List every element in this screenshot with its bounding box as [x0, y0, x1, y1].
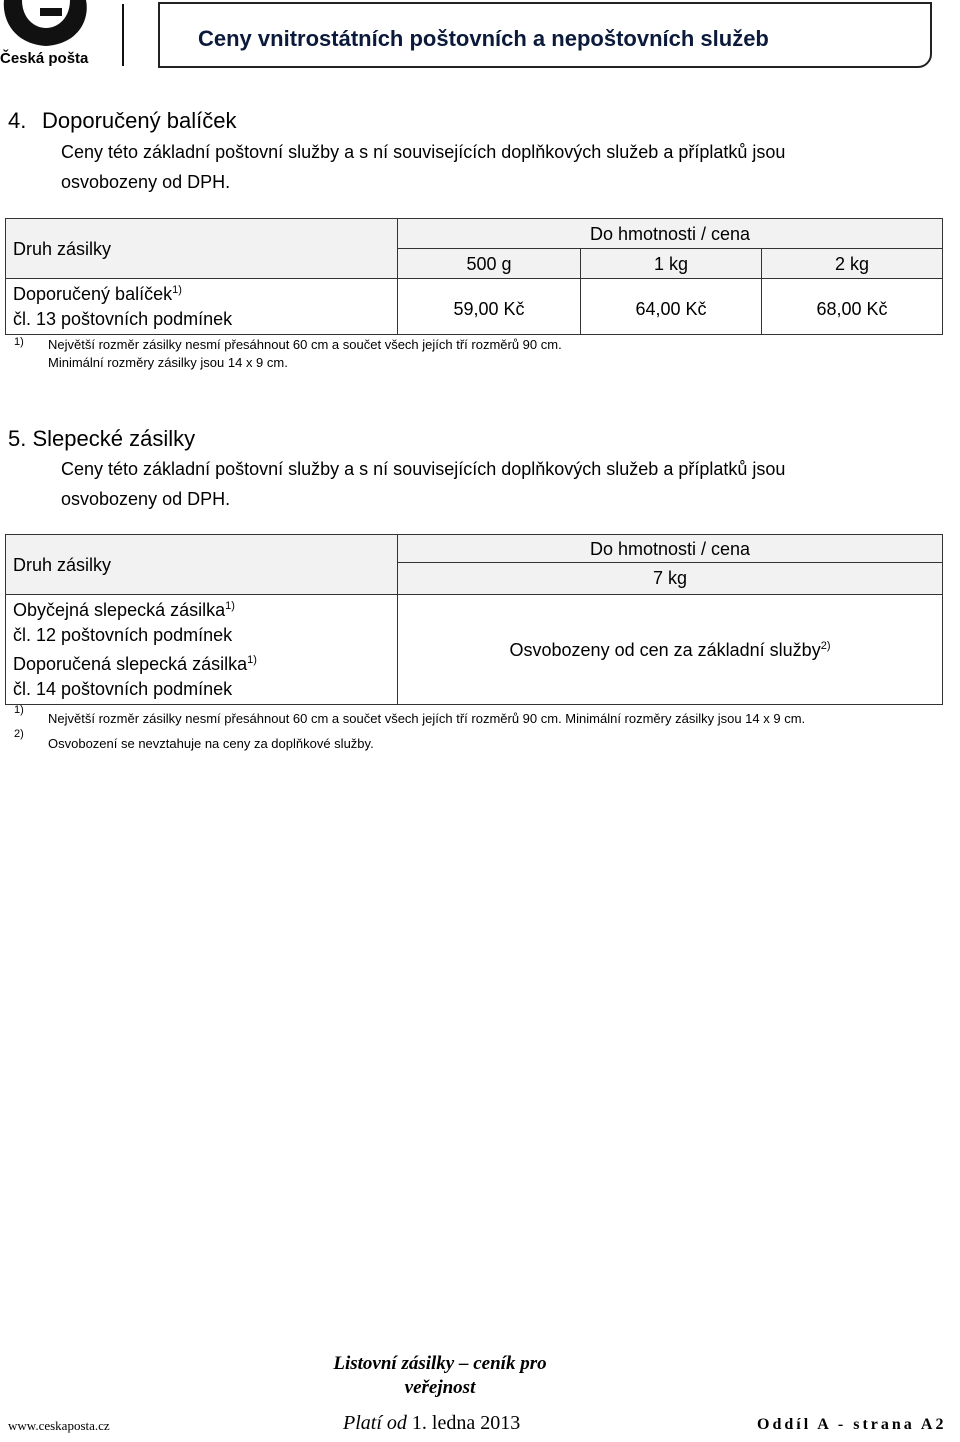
s5-col-group-label: Do hmotnosti / cena: [589, 539, 751, 559]
section-5-intro-line2: osvobozeny od DPH.: [61, 489, 231, 509]
s5-row1-sub: čl. 12 poštovních podmínek: [13, 625, 233, 645]
s4-footnote-mark: 1): [14, 336, 24, 348]
footer-validity: [343, 1412, 520, 1435]
s5-value: Osvobozeny od cen za základní služby$^{2)}$: [509, 640, 831, 660]
footer-valid-prefix: Platí od: [343, 1412, 412, 1434]
s5-footnote2: Osvobození se nevztahuje na ceny za doplňkové služby.: [48, 736, 374, 751]
s4-weight-label: 1 kg: [653, 254, 689, 274]
section-4-title: Doporučený balíček: [42, 108, 237, 133]
section-4-intro-line2: osvobozeny od DPH.: [61, 172, 231, 192]
s4-price-cell: [397, 278, 581, 335]
s4-row-name-cell: [5, 278, 398, 335]
s5-col-type-label: Druh zásilky: [13, 555, 112, 575]
section-5-title: Slepecké zásilky: [32, 426, 196, 451]
footnote-ref-1: 1): [225, 600, 235, 612]
section-5-intro: [61, 454, 921, 514]
s4-footnote-line1: Největší rozměr zásilky nesmí přesáhnout 60 cm a součet všech jejích tří rozměrů 90 cm.: [48, 337, 562, 352]
section-5-heading: [8, 426, 195, 452]
s5-row2-name: Doporučená slepecká zásilka$^{1)}$: [13, 654, 257, 674]
s4-col-type-header: [5, 218, 398, 279]
footer-title-line1: Listovní zásilky – ceník pro: [333, 1353, 547, 1374]
section-5-number: 5.: [8, 426, 27, 451]
s4-row-sub: čl. 13 poštovních podmínek: [13, 309, 233, 329]
s4-col-type-label: Druh zásilky: [13, 239, 112, 259]
header-divider: [122, 4, 124, 66]
footer-valid-date: 1. ledna 2013: [411, 1412, 521, 1434]
s5-footnote1-mark: 1): [14, 704, 24, 716]
s5-col-type-header: [5, 534, 398, 595]
s5-col-group-header: [397, 534, 943, 563]
s4-col-group-header: [397, 218, 943, 249]
section-4-number: 4.: [8, 108, 27, 133]
s4-weight-1kg: [580, 248, 762, 279]
s4-weight-2kg: [761, 248, 943, 279]
footnote-ref-1: 1): [172, 284, 182, 296]
s4-weight-500g: [397, 248, 581, 279]
page-title: Ceny vnitrostátních poštovních a nepoštovních služeb: [198, 26, 769, 51]
s5-weight-label: 7 kg: [652, 568, 688, 588]
s4-footnote-line2: Minimální rozměry zásilky jsou 14 x 9 cm.: [48, 355, 288, 370]
s4-price: 68,00 Kč: [816, 299, 888, 319]
s5-footnote1: Největší rozměr zásilky nesmí přesáhnout 60 cm a součet všech jejích tří rozměrů 90 cm. Minimální rozměry zásilky jsou 14 x 9 cm.: [48, 711, 806, 726]
footer-section-label: Oddíl A - strana A2: [757, 1416, 947, 1433]
footnote-ref-1: 1): [247, 654, 257, 666]
s5-row-names-cell: [5, 594, 398, 705]
s5-value-cell: [397, 594, 943, 705]
section-5-intro-line1: Ceny této základní poštovní služby a s ní souvisejících doplňkových služeb a příplatků jsou: [61, 459, 786, 479]
logo-text: Česká pošta: [0, 50, 89, 67]
s4-price-cell: [580, 278, 762, 335]
s4-row-name: Doporučený balíček$^{1)}$: [13, 284, 182, 304]
s4-weight-label: 500 g: [466, 254, 512, 274]
s5-row1-name: Obyčejná slepecká zásilka$^{1)}$: [13, 600, 235, 620]
s4-weight-label: 2 kg: [834, 254, 870, 274]
header-title-box: [158, 2, 932, 68]
s5-weight-7kg: [397, 562, 943, 595]
s4-price: 64,00 Kč: [635, 299, 707, 319]
footer-title-line2: veřejnost: [404, 1377, 476, 1398]
s4-col-group-label: Do hmotnosti / cena: [589, 224, 751, 244]
s4-price: 59,00 Kč: [453, 299, 525, 319]
footnote-ref-2: 2): [820, 640, 831, 652]
footer-title: [0, 1352, 880, 1400]
s5-footnote2-mark: 2): [14, 728, 24, 740]
section-4-heading: [8, 108, 236, 134]
section-4-intro-line1: Ceny této základní poštovní služby a s ní souvisejících doplňkových služeb a příplatků jsou: [61, 142, 786, 162]
s4-price-cell: [761, 278, 943, 335]
s5-row2-sub: čl. 14 poštovních podmínek: [13, 679, 233, 699]
section-4-intro: [61, 137, 921, 197]
footer-url-link[interactable]: www.ceskaposta.cz: [8, 1418, 110, 1433]
